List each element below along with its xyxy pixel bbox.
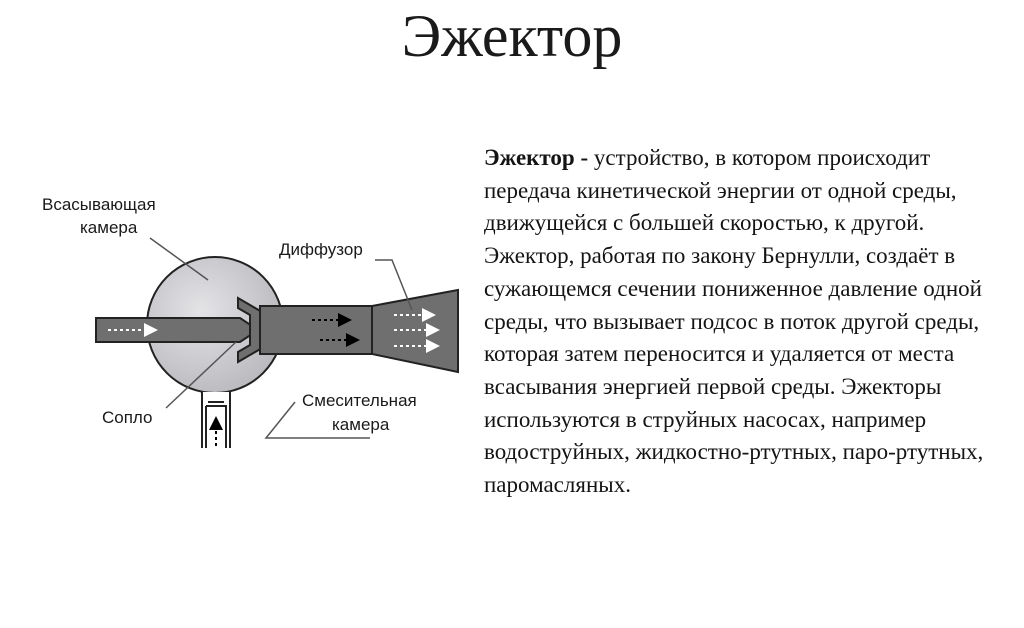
label-suction-chamber-1: Всасывающая: [42, 195, 156, 214]
ejector-diagram: [30, 180, 470, 480]
definition-text: устройство, в котором происходит передача кинетической энергии от одной среды, движущейся с большей скоростью, к другой. Эжектор, работая по закону Бернулли, создаёт в сужающемся сечении пониженное давление одной среды, что вызывает подсос в поток другой среды, которая затем переносится и удаляется от места всасывания энергией первой среды. Эжекторы используются в струйных насосах, например водоструйных, жидкостно-ртутных, паро-ртутных, паромасляных.: [484, 145, 984, 498]
definition-separator: -: [574, 145, 594, 170]
label-mixing-chamber-2: камера: [332, 415, 390, 434]
label-suction-chamber-2: камера: [80, 218, 138, 237]
slide-title: Эжектор: [401, 3, 623, 69]
nozzle-pipe: [96, 318, 258, 342]
mixing-chamber: [260, 306, 372, 354]
definition-paragraph: [484, 142, 1004, 502]
suction-inlet: [202, 392, 230, 448]
label-nozzle: Сопло: [102, 408, 153, 427]
label-diffuser: Диффузор: [279, 240, 363, 259]
label-mixing-chamber-1: Смесительная: [302, 391, 417, 410]
definition-term: Эжектор: [484, 145, 575, 170]
